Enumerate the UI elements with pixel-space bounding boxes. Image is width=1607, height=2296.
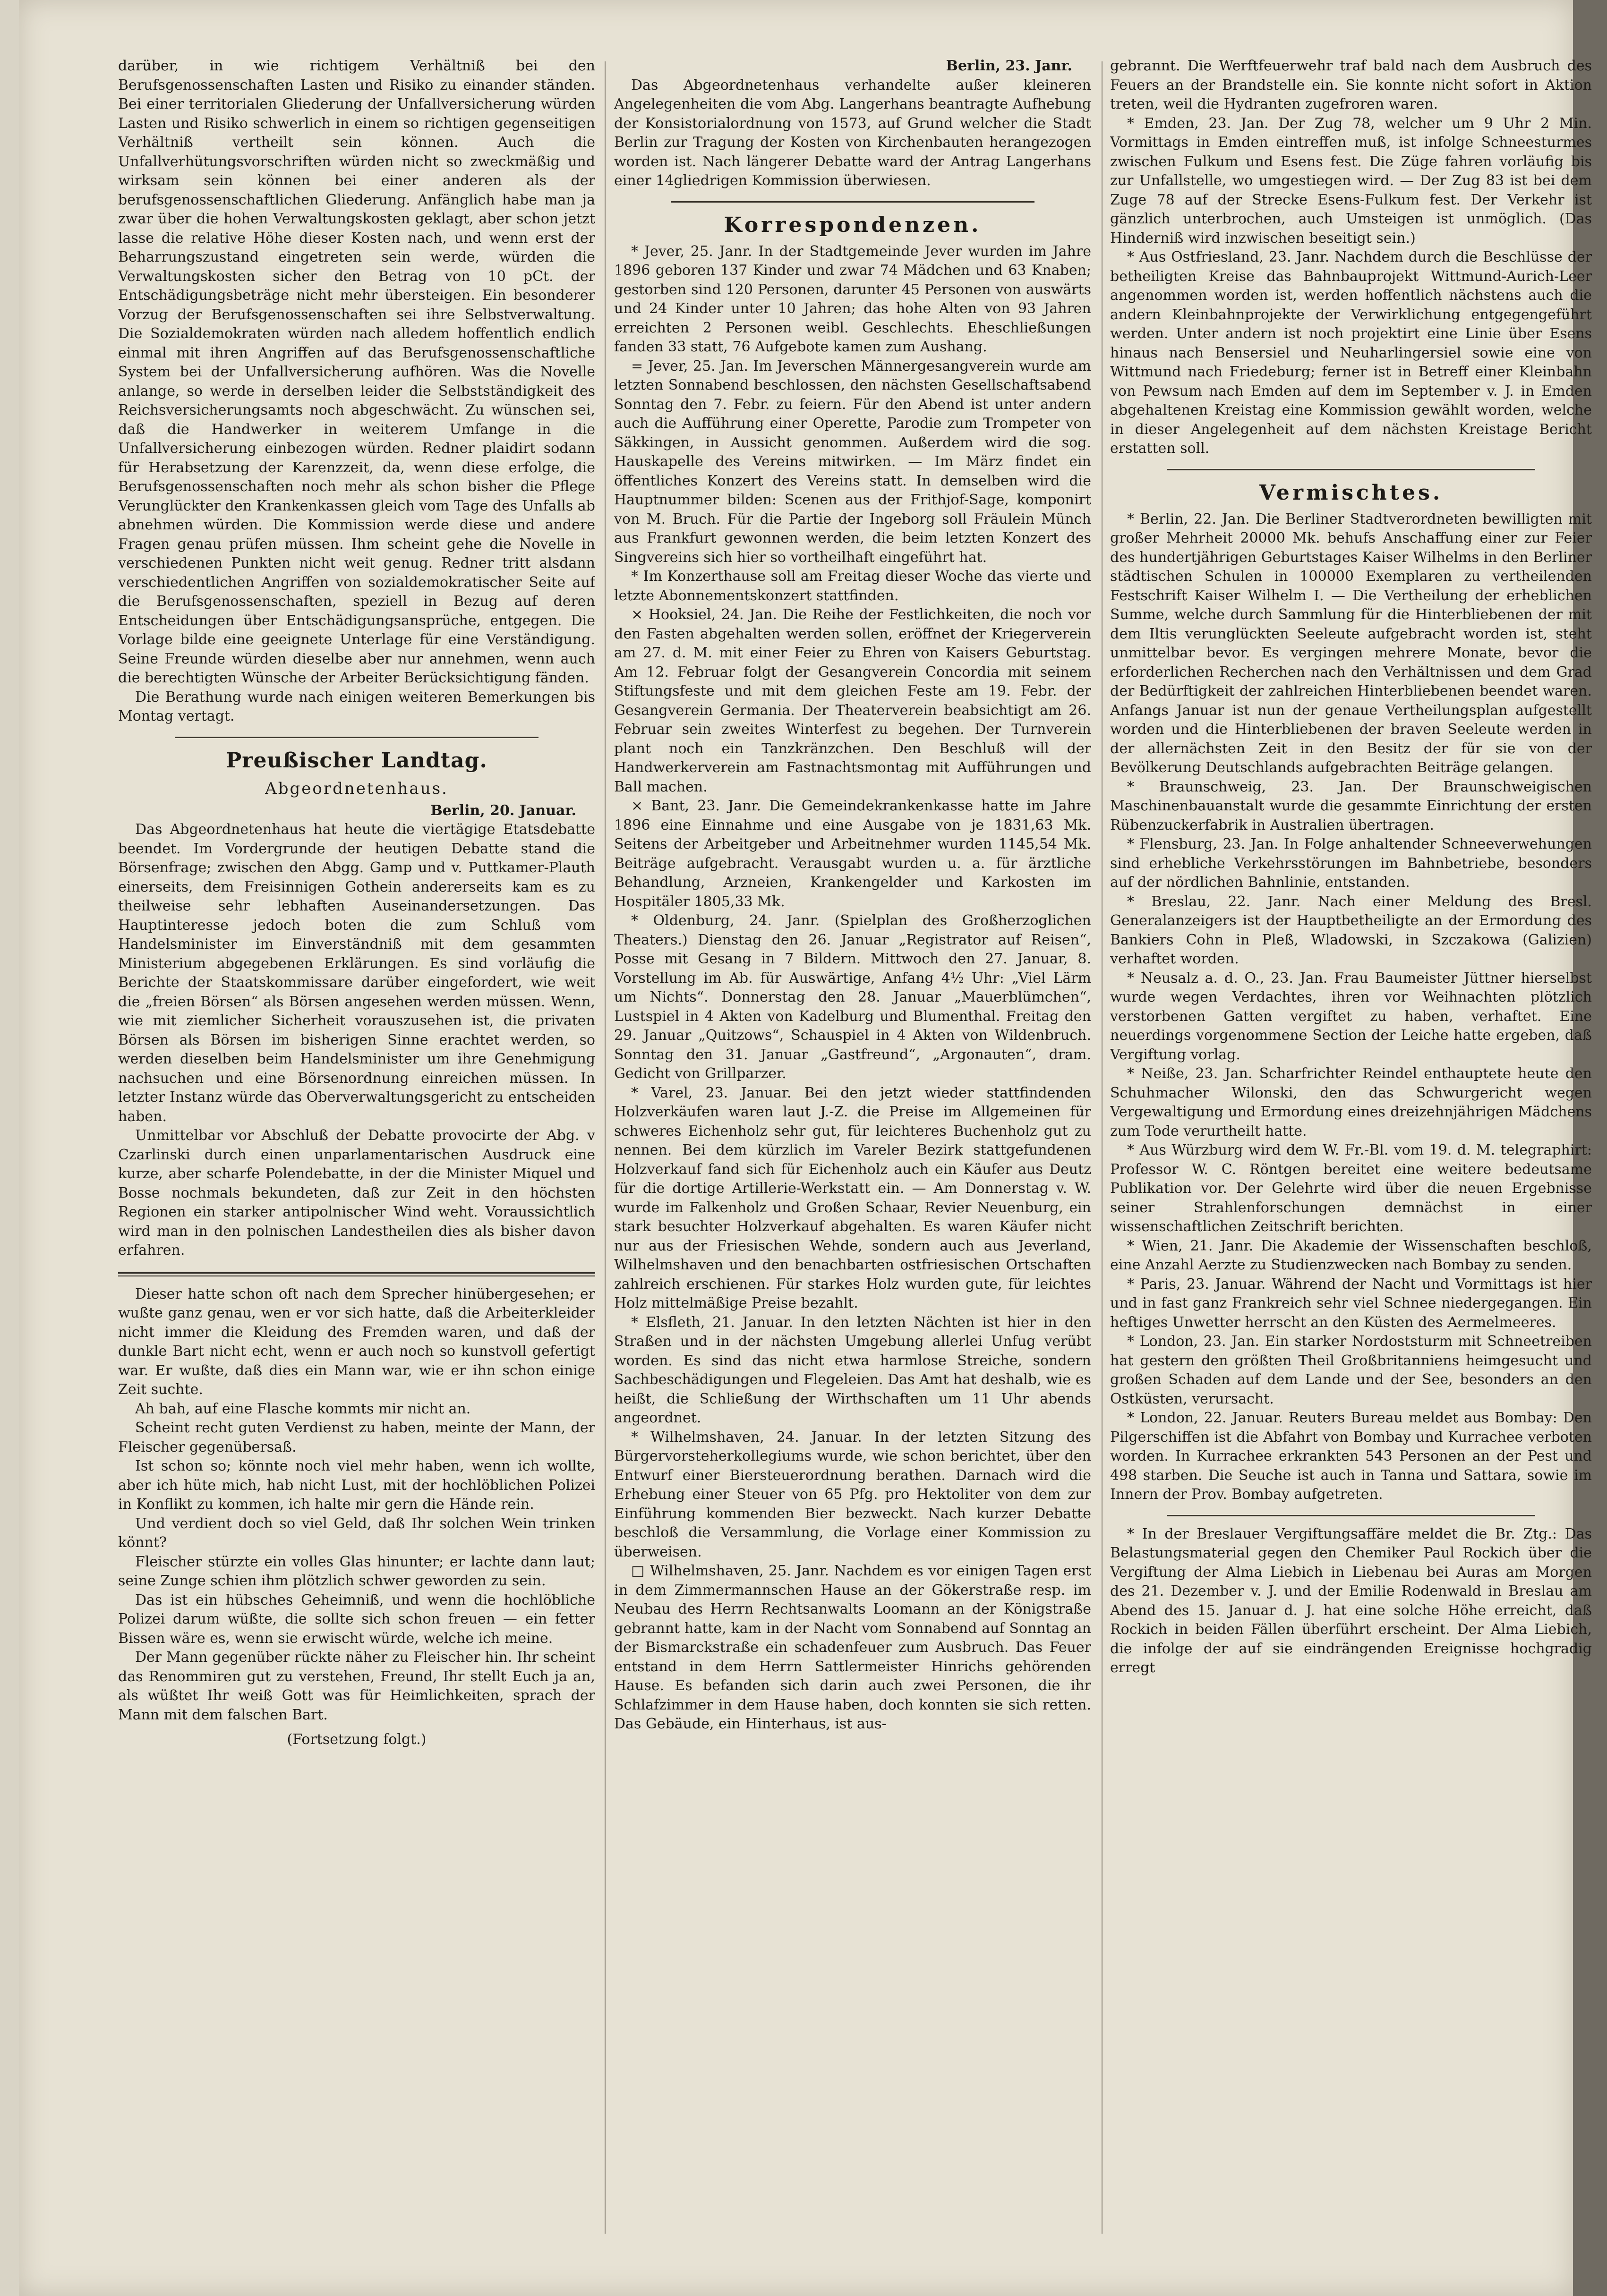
article-continuation: gebrannt. Die Werftfeuerwehr traf bald nach dem Ausbruch des Feuers an der Brandstelle ein. Sie konnte nicht sofort in Aktion treten, weil die Hydranten zugefroren waren.: [1110, 58, 1592, 112]
continuation-note: (Fortsetzung folgt.): [287, 1731, 427, 1748]
news-item: * Varel, 23. Januar. Bei den jetzt wieder stattfindenden Holzverkäufen waren laut J.-Z. die Preise im Allgemeinen für schweres Eichenholz sehr gut, für leichteres Buchenholz gut zu nennen. Bei dem kürzlich im Vareler Bezirk stattgefundenen Holzverkauf fand sich für Eichenholz auch ein Käufer aus Deutz für die dortige Artillerie-Werkstatt ein. — Am Donnerstag v. W. wurde im Falkenholz und Großen Schaar, Revier Neuenburg, ein stark besuchter Holzverkauf abgehalten. Es waren Käufer nicht nur aus der Friesischen Wehde, sondern auch aus Jeverland, Wilhelmshaven und den benachbarten ostfriesischen Ortschaften zahlreich erschienen. Für starkes Holz wurden gute, für leichtes Holz mittelmäßige Preise bezahlt.: [614, 1084, 1091, 1311]
feuilleton-rule: [118, 1272, 595, 1274]
section-heading-landtag: Preußischer Landtag.: [226, 748, 487, 773]
section-rule: [1167, 1515, 1535, 1516]
feuilleton-paragraph: Ah bah, auf eine Flasche kommts mir nicht an.: [135, 1400, 471, 1417]
news-item: * Braunschweig, 23. Jan. Der Braunschweigischen Maschinenbauanstalt wurde die gesammte Einrichtung der ersten Rübenzuckerfabrik in Australien übertragen.: [1110, 778, 1592, 833]
column-1: [118, 57, 595, 2238]
news-item: * Elsfleth, 21. Januar. In den letzten Nächten ist hier in den Straßen und in der nächsten Umgebung allerlei Unfug verübt worden. Es sind das nicht etwa harmlose Streiche, sondern Sachbeschädigungen und Flegeleien. Das Amt hat deshalb, wie es heißt, die Schließung der Wirthschaften um 11 Uhr abends angeordnet.: [614, 1314, 1091, 1426]
article-continuation: darüber, in wie richtigem Verhältniß bei den Berufsgenossenschaften Lasten und Risiko zu einander ständen. Bei einer territorialen Gliederung der Unfallversicherung würden Lasten und Risiko schwerlich in einem so richtigen gegenseitigen Verhältniß vertheilt sein können. Auch die Unfallverhütungsvorschriften würden nicht so zweckmäßig und wirksam sein können bei einer anderen als der berufsgenossenschaftlichen Gliederung. Anfänglich habe man ja zwar über die hohen Verwaltungskosten geklagt, aber schon jetzt lasse die relative Höhe dieser Kosten nach, und wenn erst der Beharrungszustand eingetreten sein werde, würden die Verwaltungskosten sicher den Betrag von 10 pCt. der Entschädigungsbeträge nicht mehr übersteigen. Ein besonderer Vorzug der Berufsgenossenschaften sei ihre Selbstverwaltung. Die Sozialdemokraten würden nach alledem hoffentlich endlich einmal mit ihren Angriffen auf das Berufsgenossenschaftliche System bei der Unfallversicherung aufhören. Was die Novelle anlange, so werde in derselben leider die Selbstständigkeit des Reichsversicherungsamts noch abgeschwächt. Zu wünschen sei, daß die Handwerker in weiterem Umfange in die Unfallversicherung einbezogen würden. Redner plaidirt sodann für Herabsetzung der Karenzzeit, da, wenn diese erfolge, die Berufsgenossenschaften noch mehr als schon bisher die Pflege Verunglückter den Krankenkassen gleich vom Tage des Unfalls ab abnehmen würden. Die Kommission werde diese und andere Fragen genau prüfen müssen. Ihm scheint gehe die Novelle in verschiedenen Punkten nicht weit genug. Redner tritt alsdann verschiedentlichen Angriffen von sozialdemokratischer Seite auf die Berufsgenossenschaften, speziell in Bezug auf deren Entscheidungen über Entschädigungsansprüche, entgegen. Die Vorlage bilde eine geeignete Unterlage für eine Verständigung. Seine Freunde würden dieselbe aber nur annehmen, wenn auch die berechtigten Wünsche der Arbeiter Berücksichtigung fänden.: [118, 58, 595, 686]
news-item: = Jever, 25. Jan. Im Jeverschen Männergesangverein wurde am letzten Sonnabend beschlossen, den nächsten Gesellschaftsabend Sonntag den 7. Febr. zu feiern. Für den Abend ist unter andern auch die Aufführung einer Operette, Parodie zum Trompeter von Säkkingen, in Aussicht genommen. Außerdem wird die sog. Hauskapelle des Vereins mitwirken. — Im März findet ein öffentliches Konzert des Vereins statt. In demselben wird die Hauptnummer bilden: Scenen aus der Frithjof-Sage, komponirt von M. Bruch. Für die Partie der Ingeborg soll Fräulein Münch aus Frankfurt gewonnen werden, die beim letzten Konzert des Singvereins sich hier so vortheilhaft eingeführt hat.: [614, 357, 1091, 566]
news-item: * London, 23. Jan. Ein starker Nordoststurm mit Schneetreiben hat gestern den größten Theil Großbritanniens heimgesucht und großen Schaden auf dem Lande und der See, besonders an den Ostküsten, verursacht.: [1110, 1333, 1592, 1407]
column-divider: [605, 61, 606, 2234]
news-item: * Flensburg, 23. Jan. In Folge anhaltender Schneeverwehungen sind erhebliche Verkehrsstörungen im Bahnbetriebe, besonders auf der nördlichen Bahnlinie, entstanden.: [1110, 836, 1592, 891]
news-item: * Emden, 23. Jan. Der Zug 78, welcher um 9 Uhr 2 Min. Vormittags in Emden eintreffen muß, ist infolge Schneesturmes zwischen Fulkum und Esens fest. Die Züge fahren vorläufig bis zur Unfallstelle, wo umgestiegen wird. — Der Zug 83 ist bei dem Zuge 78 auf der Strecke Esens-Fulkum fest. Der Verkehr ist gänzlich unterbrochen, auch Umsteigen ist unmöglich. (Das Hinderniß wird inzwischen beseitigt sein.): [1110, 115, 1592, 247]
news-item: □ Wilhelmshaven, 25. Janr. Nachdem es vor einigen Tagen erst in dem Zimmermannschen Hause an der Gökerstraße resp. im Neubau des Herrn Rechtsanwalts Loomann an der Königstraße gebrannt hatte, kam in der Nacht vom Sonnabend auf Sonntag an der Bismarckstraße ein schadenfeuer zum Ausbruch. Das Feuer entstand in dem Herrn Sattlermeister Hinrichs gehörenden Hause. Es befanden sich darin auch zwei Personen, die ihr Schlafzimmer in dem Hause haben, doch konnten sie sich retten. Das Gebäude, ein Hinterhaus, ist aus-: [614, 1563, 1091, 1732]
dateline: Berlin, 23. Janr.: [946, 58, 1072, 74]
column-2: [614, 57, 1091, 2257]
news-item: * Paris, 23. Januar. Während der Nacht und Vormittags ist hier und in fast ganz Frankreich sehr viel Schnee niedergegangen. Ein heftiges Unwetter herrscht an den Küsten des Aermelmeeres.: [1110, 1276, 1592, 1331]
feuilleton-paragraph: Fleischer stürzte ein volles Glas hinunter; er lachte dann laut; seine Zunge schien ihm plötzlich schwer geworden zu sein.: [118, 1553, 595, 1589]
article-paragraph: Unmittelbar vor Abschluß der Debatte provocirte der Abg. v Czarlinski durch einen unparlamentarischen Ausdruck eine kurze, aber scharfe Polendebatte, in der die Minister Miquel und Bosse nochmals bekundeten, daß zur Zeit in den höchsten Regionen ein starker antipolnischer Wind weht. Voraussichtlich wird man in den polnischen Landestheilen dies als bisher davon erfahren.: [118, 1127, 595, 1259]
feuilleton-paragraph: Ist schon so; könnte noch viel mehr haben, wenn ich wollte, aber ich hüte mich, hab nicht Lust, mit der hochlöblichen Polizei in Konflikt zu kommen, ich halte mir gern die Hände rein.: [118, 1458, 595, 1513]
section-rule: [1167, 469, 1535, 470]
news-item: * Jever, 25. Janr. In der Stadtgemeinde Jever wurden im Jahre 1896 geboren 137 Kinder und zwar 74 Mädchen und 63 Knaben; gestorben sind 120 Personen, darunter 45 Personen von auswärts und 24 Kinder unter 10 Jahren; das hohe Alten von 93 Jahren erreichten 2 Personen weibl. Geschlechts. Eheschließungen fanden 33 statt, 76 Aufgebote kamen zum Aushang.: [614, 243, 1091, 355]
article-paragraph: Das Abgeordnetenhaus hat heute die viertägige Etatsdebatte beendet. Im Vordergrunde der heutigen Debatte stand die Börsenfrage; zwischen den Abgg. Gamp und v. Puttkamer-Plauth einerseits, dem Freisinnigen Gothein andererseits kam es zu theilweise sehr lebhaften Auseinandersetzungen. Das Hauptinteresse jedoch boten die zum Schluß vom Handelsminister im Einverständniß mit dem gesammten Ministerium abgegebenen Erklärungen. Es sind vorläufig die Berichte der Staatskommissare darüber eingefordert, wie weit die „freien Börsen“ als Börsen angesehen werden müssen. Wenn, wie mit ziemlicher Sicherheit vorauszusehen ist, die privaten Börsen als Börsen im bisherigen Sinne erachtet werden, so werden dieselben beim Handelsminister um ihre Genehmigung nachsuchen und eine Börsenordnung einreichen müssen. In letzter Instanz würde das Oberverwaltungsgericht zu entscheiden haben.: [118, 821, 595, 1125]
news-item: * Neusalz a. d. O., 23. Jan. Frau Baumeister Jüttner hierselbst wurde wegen Verdachtes, ihren vor Weihnachten plötzlich verstorbenen Gatten vergiftet zu haben, verhaftet. Eine neuerdings vorgenommene Section der Leiche hatte ergeben, daß Vergiftung vorlag.: [1110, 969, 1592, 1063]
feuilleton-paragraph: Scheint recht guten Verdienst zu haben, meinte der Mann, der Fleischer gegenübersaß.: [118, 1420, 595, 1455]
news-item: * Berlin, 22. Jan. Die Berliner Stadtverordneten bewilligten mit großer Mehrheit 20000 Mk. behufs Anschaffung einer zur Feier des hundertjährigen Geburtstages Kaiser Wilhelms in den Berliner städtischen Schulen in 100000 Exemplaren zu vertheilenden Festschrift Kaiser Wilhelm I. — Die Vertheilung der erheblichen Summe, welche durch Sammlung für die Hinterbliebenen der mit dem Iltis verunglückten Seeleute aufgebracht worden ist, steht unmittelbar bevor. Es vergingen mehrere Monate, bevor die erforderlichen Recherchen nach den Verhältnissen und dem Grad der Bedürftigkeit der zahlreichen Hinterbliebenen beendet waren. Anfangs Januar ist nun der genaue Vertheilungsplan aufgestellt worden und die Hinterbliebenen der braven Seeleute werden in der allernächsten Zeit in den Besitz der für sie von der Bevölkerung Deutschlands aufgebrachten Beiträge gelangen.: [1110, 510, 1592, 776]
news-item: * Wien, 21. Janr. Die Akademie der Wissenschaften beschloß, eine Anzahl Aerzte zu Studienzwecken nach Bombay zu senden.: [1110, 1237, 1592, 1273]
news-item: * Wilhelmshaven, 24. Januar. In der letzten Sitzung des Bürgervorsteherkollegiums wurde, wie schon berichtet, über den Entwurf einer Biersteuerordnung berathen. Darnach wird die Erhebung einer Steuer von 65 Pfg. pro Hektoliter von dem zur Einführung kommenden Bier bezweckt. Nach kurzer Debatte beschloß die Versammlung, die Vorlage einer Kommission zu überweisen.: [614, 1429, 1091, 1560]
article-paragraph: Das Abgeordnetenhaus verhandelte außer kleineren Angelegenheiten die vom Abg. Langerhans beantragte Aufhebung der Konsistorialordnung von 1573, auf Grund welcher die Stadt Berlin zur Tragung der Kosten von Kirchenbauten herangezogen worden ist. Nach längerer Debatte ward der Antrag Langerhans einer 14gliedrigen Kommission überwiesen.: [614, 77, 1091, 189]
column-divider: [1102, 61, 1103, 2234]
news-item: * London, 22. Januar. Reuters Bureau meldet aus Bombay: Den Pilgerschiffen ist die Abfahrt von Bombay und Kurrachee verboten worden. In Kurrachee erkrankten 543 Personen an der Pest und 498 starben. Die Seuche ist auch in Tanna und Sattara, sowie im Innern der Prov. Bombay aufgetreten.: [1110, 1410, 1592, 1503]
news-item: * Im Konzerthause soll am Freitag dieser Woche das vierte und letzte Abonnementskonzert stattfinden.: [614, 568, 1091, 604]
news-item: * Aus Ostfriesland, 23. Janr. Nachdem durch die Beschlüsse der betheiligten Kreise das Bahnbauprojekt Wittmund-Aurich-Leer angenommen worden ist, werden hoffentlich nächstens auch die andern Kleinbahnprojekte der Verwirklichung entgegengeführt werden. Unter andern ist noch projektirt eine Linie über Esens hinaus nach Bensersiel und Neuharlingersiel sowie eine von Wittmund nach Friedeburg; ferner ist in Betreff einer Kleinbahn von Pewsum nach Emden auf dem im September v. J. in Emden abgehaltenen Kreistag eine Kommission gewählt worden, welche in dieser Angelegenheit auf dem nächsten Kreistage Bericht erstatten soll.: [1110, 249, 1592, 457]
section-subheading: Abgeordnetenhaus.: [265, 779, 448, 798]
news-item: * Breslau, 22. Janr. Nach einer Meldung des Bresl. Generalanzeigers ist der Hauptbetheiligte an der Ermordung des Bankiers Cohn in Pleß, Wladowski, in Szczakowa (Galizien) verhaftet worden.: [1110, 893, 1592, 967]
news-item: * In der Breslauer Vergiftungsaffäre meldet die Br. Ztg.: Das Belastungsmaterial gegen den Chemiker Paul Rockich über die Vergiftung der Alma Liebich in Liebenau bei Auras am Morgen des 21. Dezember v. J. und der Emilie Rodenwald in Breslau am Abend des 15. Januar d. J. hat eine solche Höhe erreicht, daß Rockich in beiden Fällen überführt erscheint. Der Alma Liebich, die infolge der auf sie eindrängenden Ereignisse hochgradig erregt: [1110, 1525, 1592, 1676]
article-paragraph: Die Berathung wurde nach einigen weiteren Bemerkungen bis Montag vertagt.: [118, 689, 595, 724]
news-item: * Oldenburg, 24. Janr. (Spielplan des Großherzoglichen Theaters.) Dienstag den 26. Januar „Registrator auf Reisen“, Posse mit Gesang in 7 Bildern. Mittwoch den 27. Januar, 8. Vorstellung im Ab. für Auswärtige, Anfang 4½ Uhr: „Viel Lärm um Nichts“. Donnerstag den 28. Januar „Mauerblümchen“, Lustspiel in 4 Akten von Kadelburg und Blumenthal. Freitag den 29. Januar „Quitzows“, Schauspiel in 4 Akten von Wildenbruch. Sonntag den 31. Januar „Gastfreund“, „Argonauten“, dram. Gedicht von Grillparzer.: [614, 912, 1091, 1082]
feuilleton-paragraph: Und verdient doch so viel Geld, daß Ihr solchen Wein trinken könnt?: [118, 1515, 595, 1551]
dateline: Berlin, 20. Januar.: [430, 802, 576, 819]
news-item: × Hooksiel, 24. Jan. Die Reihe der Festlichkeiten, die noch vor den Fasten abgehalten werden sollen, eröffnet der Kriegerverein am 27. d. M. mit einer Feier zu Ehren von Kaisers Geburtstag. Am 12. Februar folgt der Gesangverein Concordia mit seinem Stiftungsfeste und mit dem gleichen Feste am 19. Febr. der Gesangverein Germania. Der Theaterverein beabsichtigt am 26. Februar sein zweites Winterfest zu begehen. Der Turnverein plant noch ein Tanzkränzchen. Den Beschluß will der Handwerkerverein am Fastnachtsmontag mit Aufführungen und Ball machen.: [614, 606, 1091, 795]
news-item: * Aus Würzburg wird dem W. Fr.-Bl. vom 19. d. M. telegraphirt: Professor W. C. Röntgen bereitet eine weitere bedeutsame Publikation vor. Der Gelehrte wird über die neuen Ergebnisse seiner Strahlenforschungen demnächst in einer wissenschaftlichen Zeitschrift berichten.: [1110, 1142, 1592, 1235]
section-rule: [671, 201, 1034, 203]
section-heading-korrespondenzen: Korrespondenzen.: [724, 213, 982, 237]
feuilleton-paragraph: Dieser hatte schon oft nach dem Sprecher hinübergesehen; er wußte ganz genau, wen er vor sich hatte, daß die Arbeiterkleider nicht immer die Kleidung des Fremden waren, und daß der dunkle Bart nicht echt, wenn er auch noch so kunstvoll gefertigt war. Er wußte, daß dies ein Mann war, wie er ihn schon einige Zeit suchte.: [118, 1285, 595, 1398]
news-item: × Bant, 23. Janr. Die Gemeindekrankenkasse hatte im Jahre 1896 eine Einnahme und eine Ausgabe von je 1831,63 Mk. Seitens der Arbeitgeber und Arbeitnehmer wurden 1145,54 Mk. Beiträge aufgebracht. Verausgabt wurden u. a. für ärztliche Behandlung, Arzneien, Krankengelder und Karkosten im Hospitäler 1805,33 Mk.: [614, 798, 1091, 910]
section-rule: [175, 737, 539, 738]
feuilleton-paragraph: Das ist ein hübsches Geheimniß, und wenn die hochlöbliche Polizei darum wüßte, die sollte sich schon freuen — ein fetter Bissen wäre es, wenn sie erwischt würde, welche ich meine.: [118, 1591, 595, 1647]
section-heading-vermischtes: Vermischtes.: [1259, 480, 1443, 505]
feuilleton-paragraph: Der Mann gegenüber rückte näher zu Fleischer hin. Ihr scheint das Renommiren gut zu verstehen, Freund, Ihr stellt Euch ja an, als wüßtet Ihr weiß Gott was für Heimlichkeiten, sprach der Mann mit dem falschen Bart.: [118, 1649, 595, 1723]
news-item: * Neiße, 23. Jan. Scharfrichter Reindel enthauptete heute den Schuhmacher Wilonski, den das Schwurgericht wegen Vergewaltigung und Ermordung eines dreizehnjährigen Mädchens zum Tode verurtheilt hatte.: [1110, 1065, 1592, 1139]
column-3: [1110, 57, 1592, 2238]
